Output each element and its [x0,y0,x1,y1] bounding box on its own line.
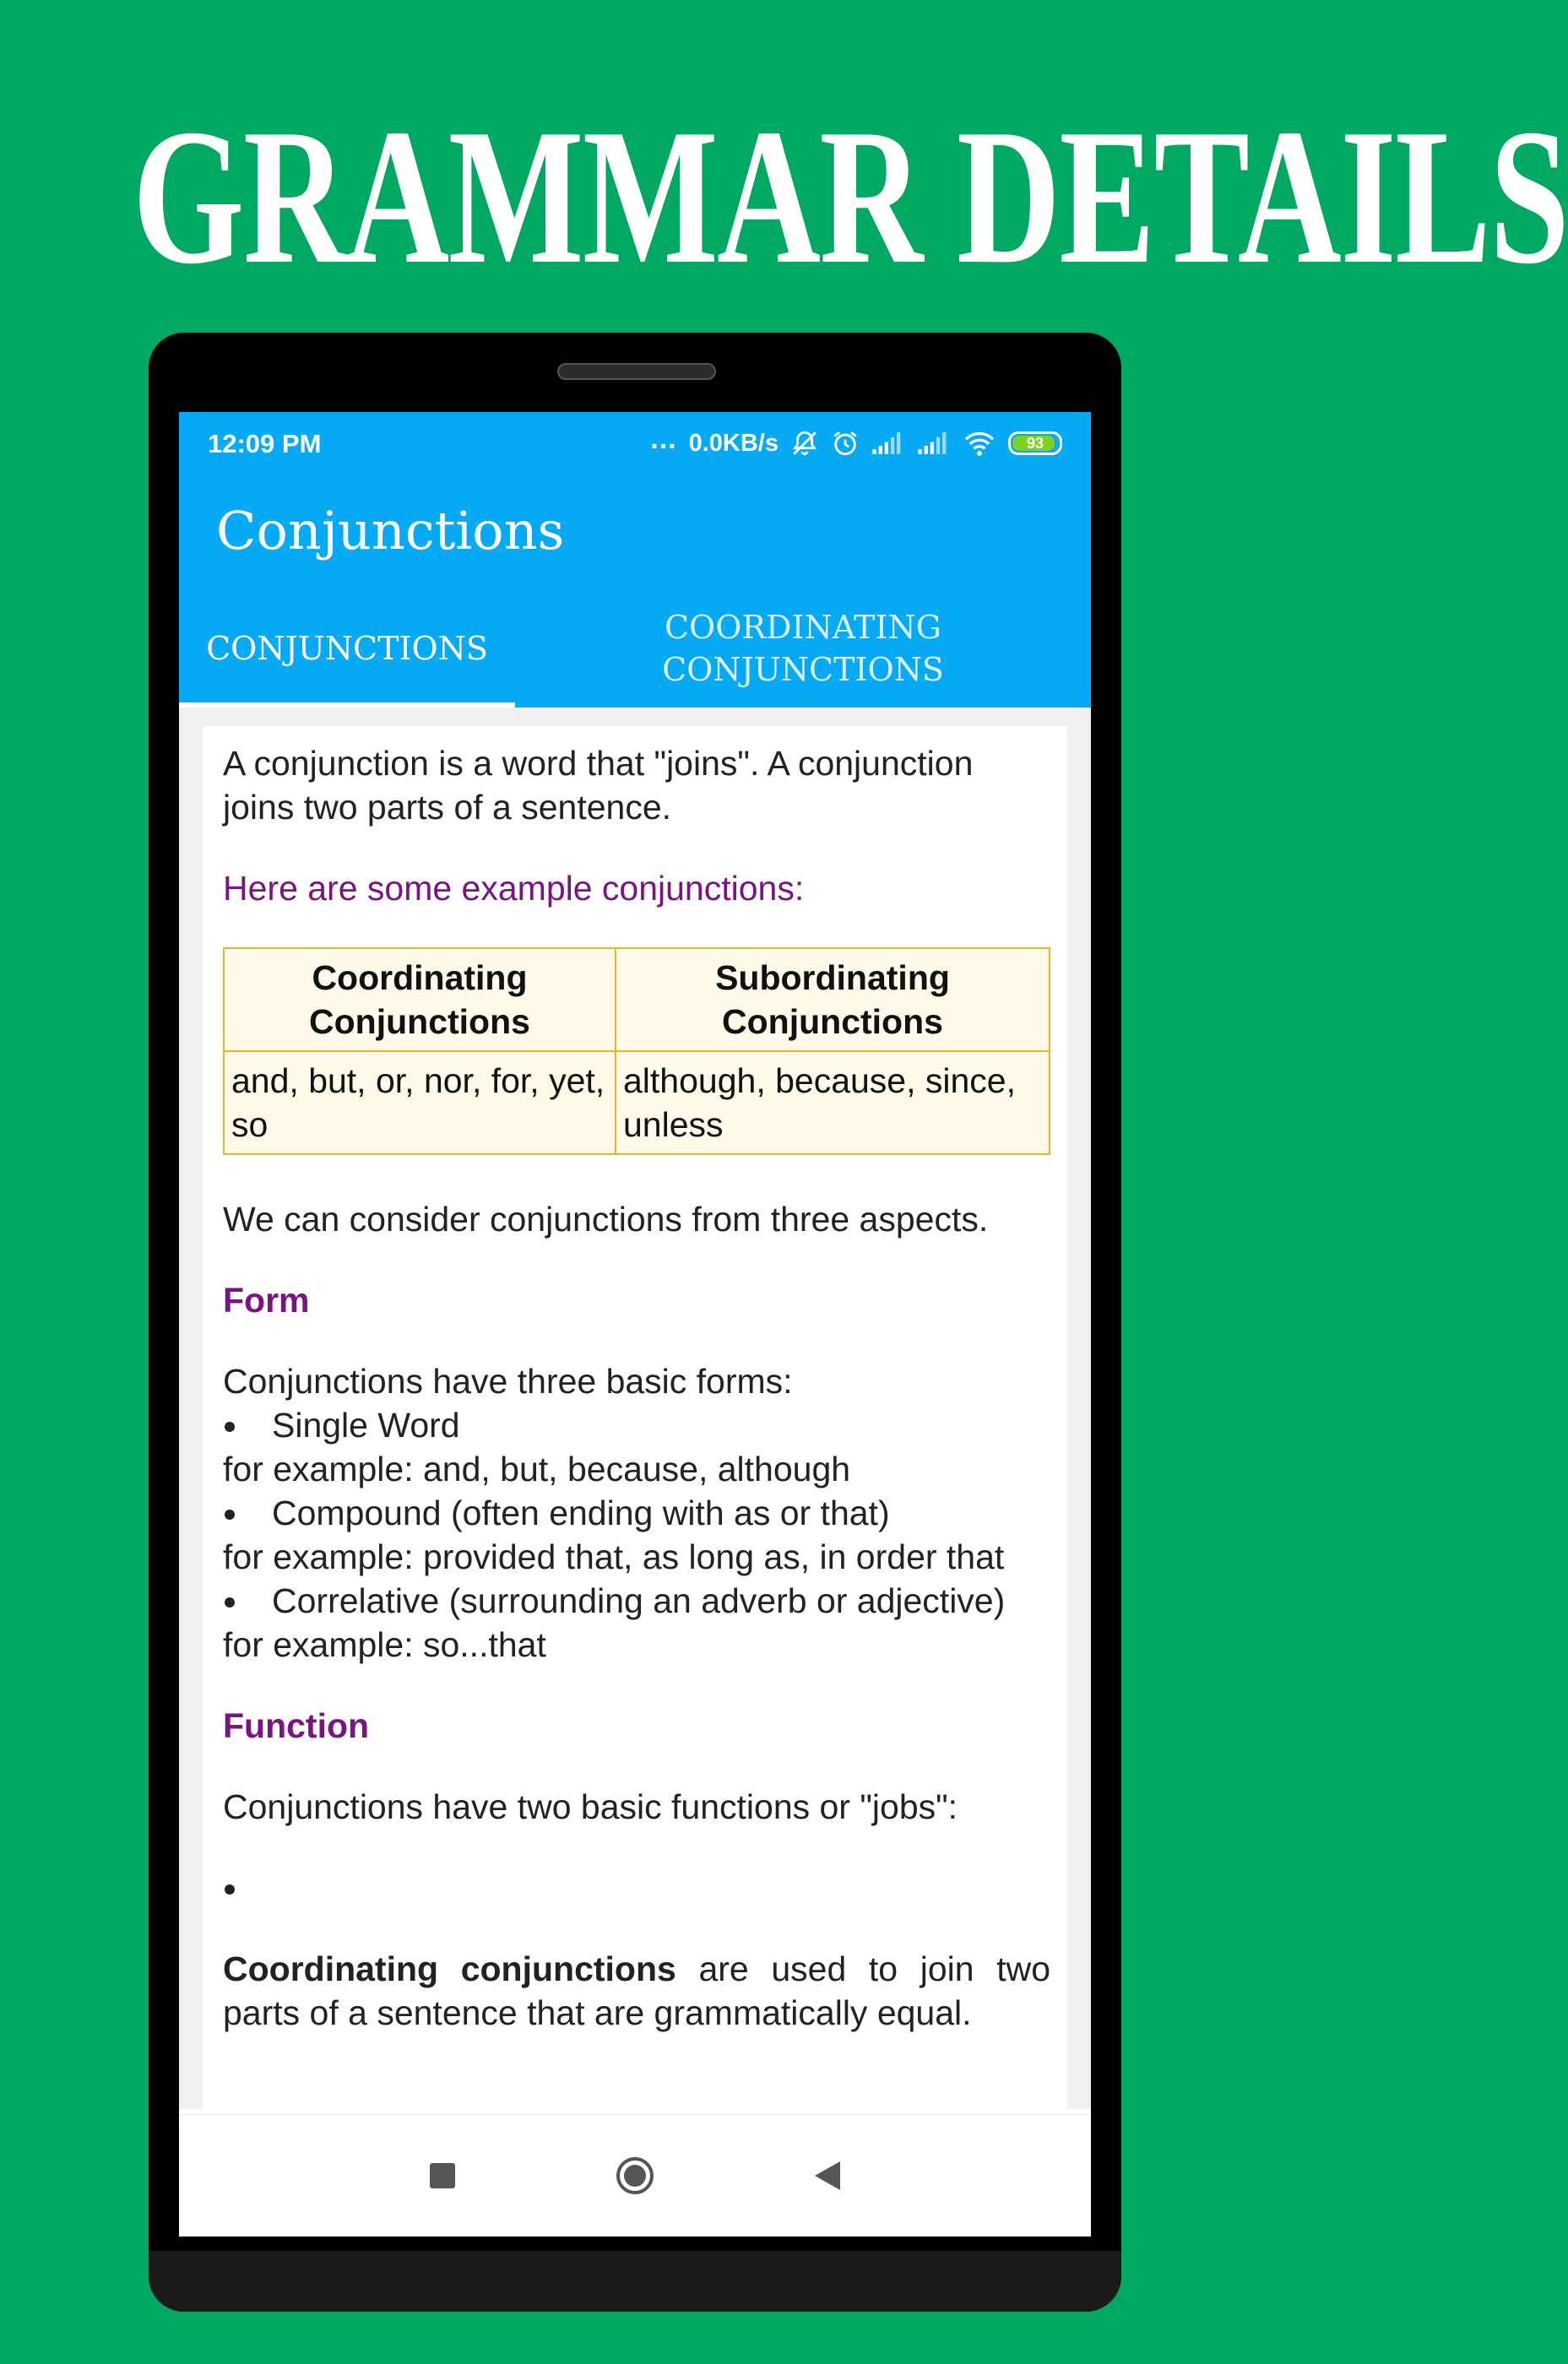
status-time: 12:09 PM [208,429,322,458]
promo-headline: GRAMMAR DETAILS [133,89,1568,304]
phone-screen [179,412,1091,2236]
app-bar [179,412,1091,708]
tab-conjunctions[interactable] [179,589,515,708]
home-circle-icon [615,2155,655,2196]
alarm-icon [831,429,860,458]
table-cell-subordinating: although, because, since, unless [616,1051,1050,1154]
bell-off-icon [790,429,819,458]
tab-coordinating-conjunctions[interactable] [515,589,1091,708]
phone-bottom-bezel [149,2251,1121,2312]
system-nav-bar [179,2114,1091,2237]
form-intro: Conjunctions have three basic forms: [223,1362,793,1401]
example-line: for example: so...that [223,1625,546,1664]
tab-label: CONJUNCTIONS [206,630,488,667]
coordinating-paragraph [223,1947,1050,2035]
battery-level: 93 [1026,435,1044,452]
function-heading: Function [223,1706,370,1745]
list-item [223,1866,1050,1910]
coordinating-term: Coordinating conjunctions [223,1949,676,1988]
page-title: Conjunctions [216,500,565,561]
form-heading: Form [223,1281,310,1320]
signal-icon [871,431,905,456]
coordinating-description: are used to join two parts of a sentence that are grammatically equal. [223,1949,1050,2032]
content-scroll-area[interactable] [203,726,1067,2114]
back-button[interactable] [797,2145,858,2206]
list-item: Correlative (surrounding an adverb or adjective) [223,1579,1050,1623]
battery-icon [1008,431,1062,455]
wifi-icon [963,430,996,457]
status-icons [650,422,1062,461]
conjunctions-table [223,947,1050,1155]
network-speed: 0.0KB/s [688,429,779,457]
table-cell-coordinating: and, but, or, nor, for, yet, so [224,1051,616,1154]
phone-speaker [557,363,716,380]
status-bar [179,412,1091,476]
list-item: Single Word [223,1403,1050,1447]
tab-bar [179,589,1091,708]
table-header-subordinating: Subordinating Conjunctions [616,948,1050,1051]
aspects-paragraph: We can consider conjunctions from three aspects. [223,1200,989,1239]
tab-label: COORDINATING CONJUNCTIONS [662,609,944,688]
example-line: for example: and, but, because, although [223,1450,851,1488]
intro-paragraph: A conjunction is a word that "joins". A conjunction joins two parts of a sentence. [223,744,974,827]
example-line: for example: provided that, as long as, in order that [223,1537,1005,1576]
list-item: Compound (often ending with as or that) [223,1491,1050,1535]
more-notifications-icon: ... [650,422,677,455]
back-triangle-icon [813,2160,842,2192]
table-row [224,1051,1050,1154]
table-header-row [224,948,1050,1051]
recents-square-icon [428,2161,457,2190]
examples-heading: Here are some example conjunctions: [223,869,805,908]
signal-icon [917,431,951,456]
function-section [223,1704,1050,1748]
recents-button[interactable] [412,2145,473,2206]
table-header-coordinating: Coordinating Conjunctions [224,948,616,1051]
function-intro: Conjunctions have two basic functions or "jobs": [223,1787,958,1826]
home-button[interactable] [605,2145,665,2206]
article-body [223,741,1050,2035]
phone-frame [149,333,1121,2312]
